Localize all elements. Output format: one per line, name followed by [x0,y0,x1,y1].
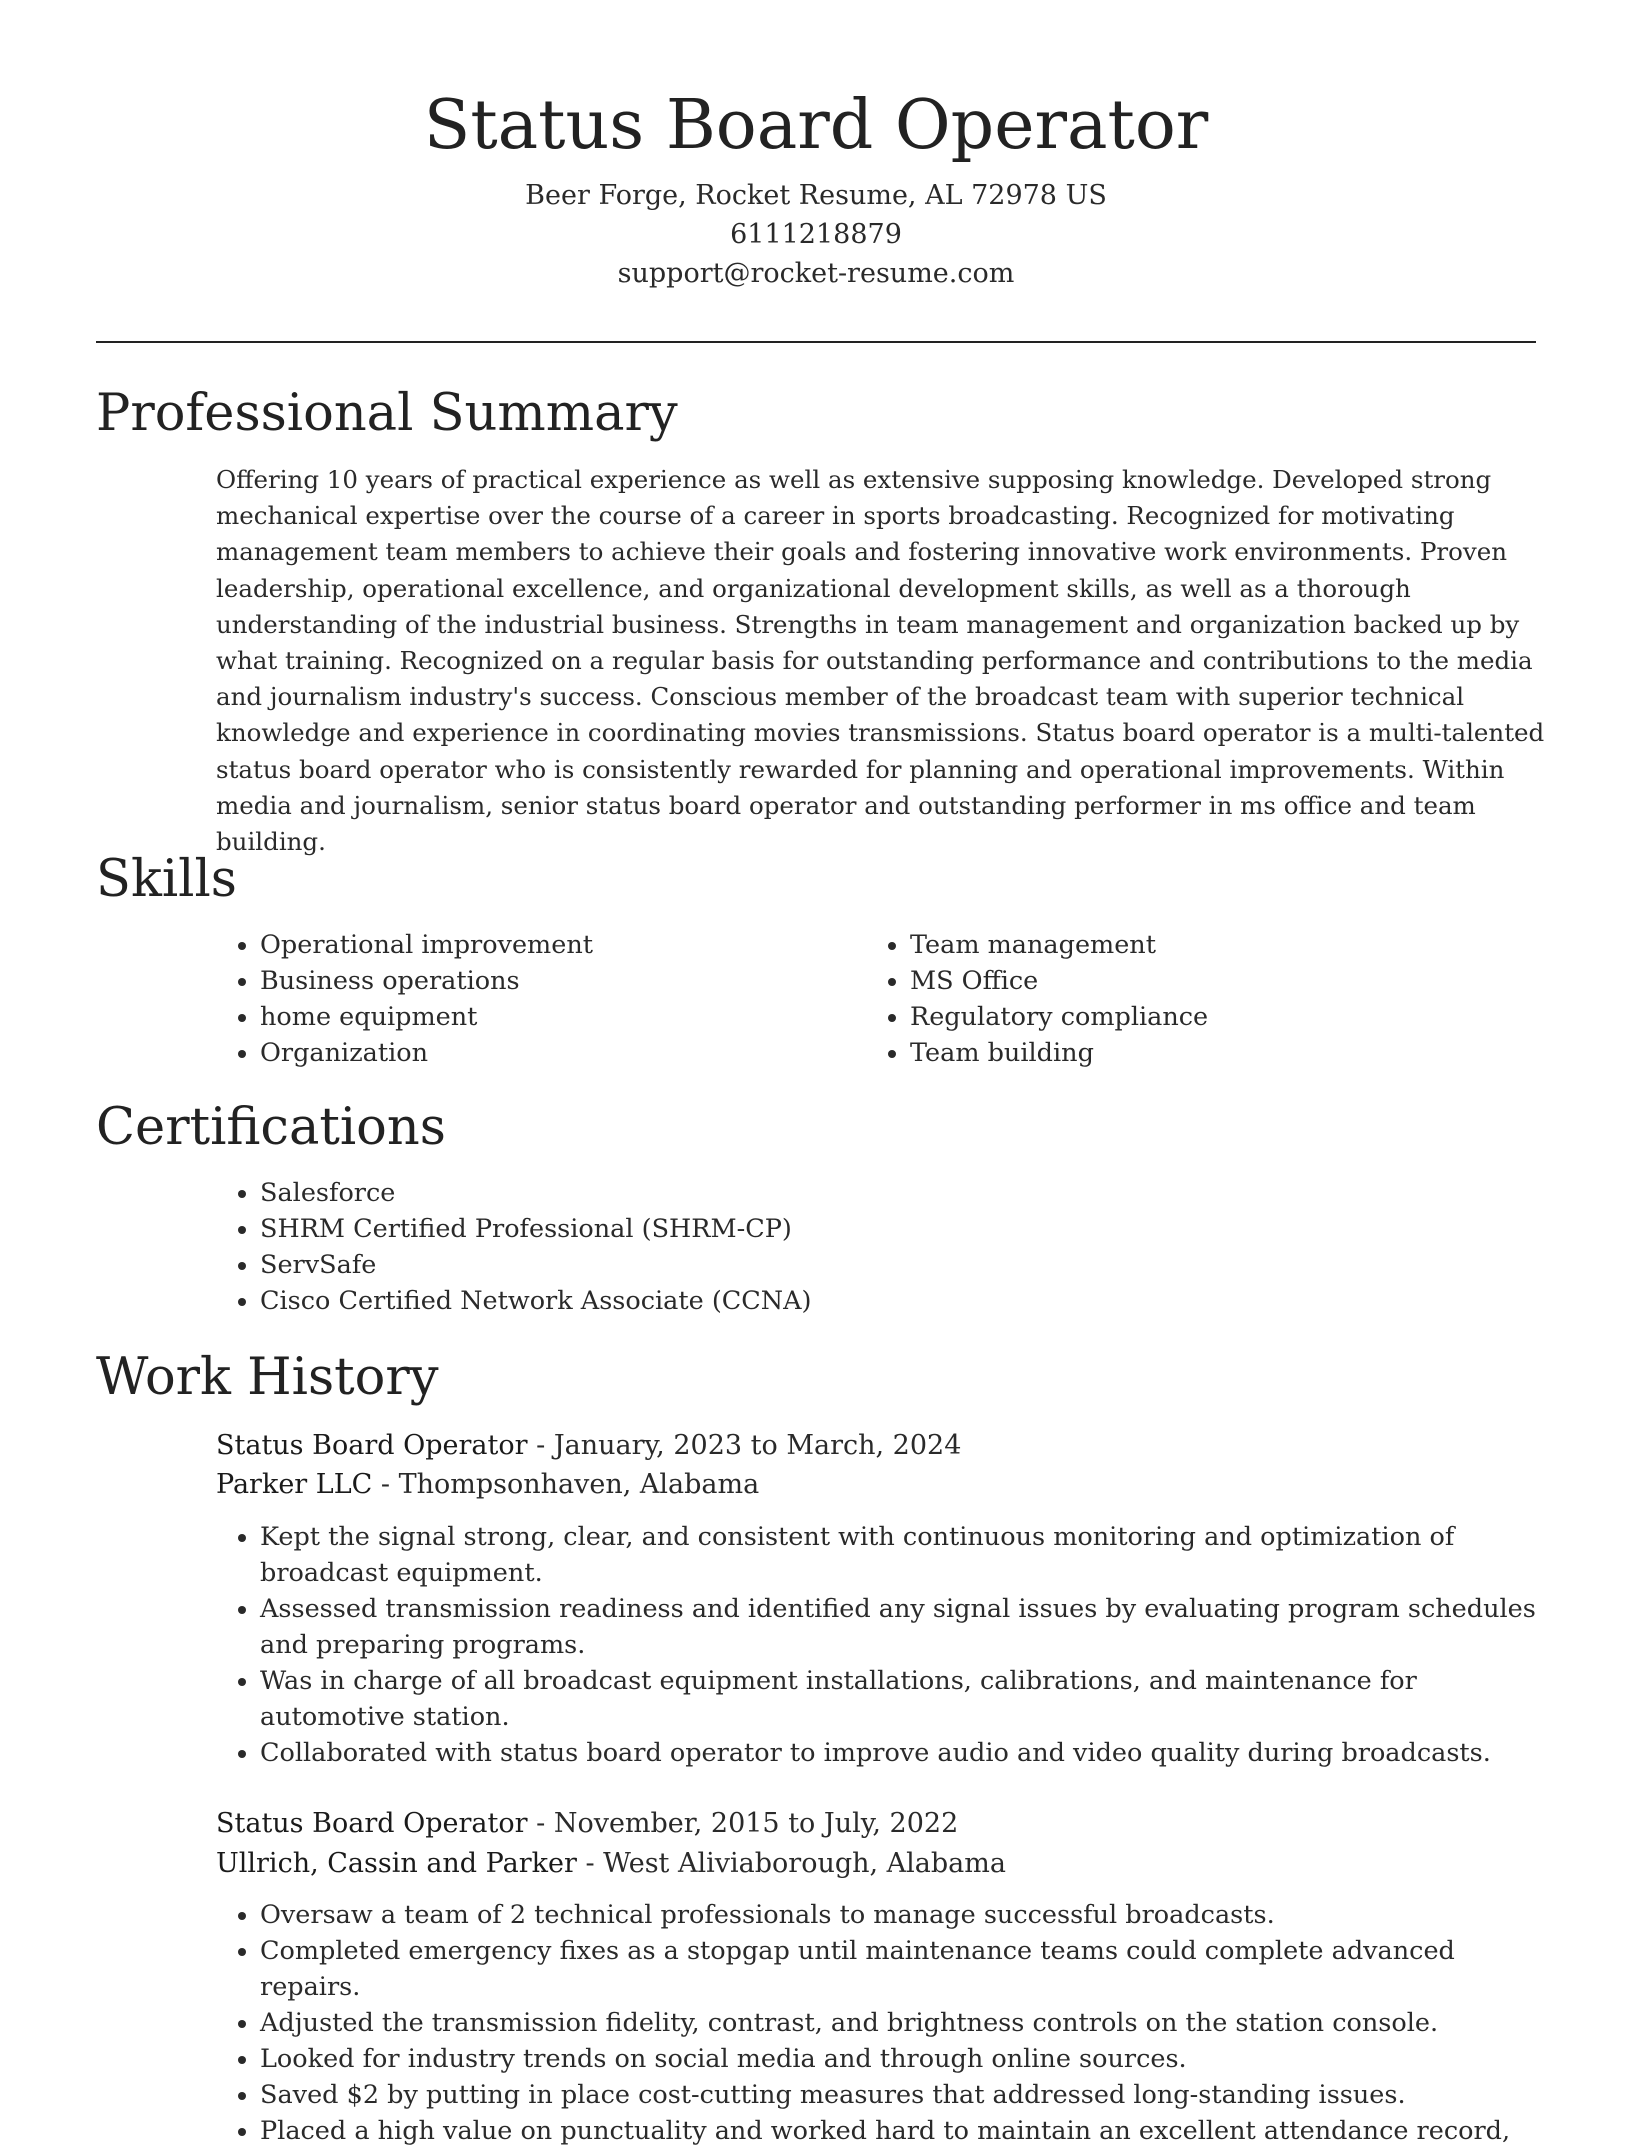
job-2-company-line [216,1845,1006,1883]
job-bullet: • Assessed transmission readiness and identified any signal issues by evaluating program schedules and preparing programs. [260,1591,1560,1663]
separator: - [527,1430,554,1461]
skill-item: • MS Office [910,963,1470,999]
job-bullet: • Collaborated with status board operator to improve audio and video quality during broadcasts. [260,1735,1560,1771]
separator: - [527,1808,554,1839]
job-bullet: • Kept the signal strong, clear, and consistent with continuous monitoring and optimization of broadcast equipment. [260,1519,1560,1591]
certification-item: • SHRM Certified Professional (SHRM-CP) [260,1211,1260,1247]
job-1-location: Thompsonhaven, Alabama [398,1469,760,1500]
separator: - [372,1469,399,1500]
summary-heading: Professional Summary [96,384,678,443]
job-2-company: Ullrich, Cassin and Parker [216,1848,577,1879]
job-1-bullets [216,1519,1560,1771]
certification-item: • Cisco Certified Network Associate (CCNA) [260,1283,1260,1319]
contact-email[interactable]: support@rocket-resume.com [617,258,1015,289]
skills-heading: Skills [96,850,237,909]
skill-item: • Team building [910,1035,1470,1071]
job-bullet: • Placed a high value on punctuality and worked hard to maintain an excellent attendance record, [260,2113,1560,2149]
job-bullet: • Was in charge of all broadcast equipment installations, calibrations, and maintenance for automotive station. [260,1663,1560,1735]
certifications-list [216,1175,1260,1319]
contact-address: Beer Forge, Rocket Resume, AL 72978 US [525,180,1107,211]
work-history-heading: Work History [96,1348,439,1407]
job-bullet: • Oversaw a team of 2 technical professionals to manage successful broadcasts. [260,1897,1560,1933]
certification-item: • ServSafe [260,1247,1260,1283]
summary-text: Offering 10 years of practical experience as well as extensive supposing knowledge. Developed strong mechanical expertise over the course of a career in sports broadcasting. Recognized for motivating management team members to achieve their goals and fostering innovative work environments. Proven leadership, operational excellence, and organizational development skills, as well as a thorough understanding of the industrial business. Strengths in team management and organization backed up by what training. Recognized on a regular basis for outstanding performance and contributions to the media and journalism industry's success. Conscious member of the broadcast team with superior technical knowledge and experience in coordinating movies transmissions. Status board operator is a multi-talented status board operator who is consistently rewarded for planning and operational improvements. Within media and journalism, senior status board operator and outstanding performer in ms office and team building. [216,465,1545,857]
job-bullet: • Looked for industry trends on social media and through online sources. [260,2041,1560,2077]
job-2-title: Status Board Operator [216,1808,528,1839]
job-bullet: • Completed emergency fixes as a stopgap until maintenance teams could complete advanced repairs. [260,1933,1560,2005]
skill-item: • home equipment [260,999,820,1035]
job-2-location: West Aliviaborough, Alabama [603,1848,1006,1879]
skills-list-right [866,927,1470,1071]
job-bullet: • Adjusted the transmission fidelity, contrast, and brightness controls on the station console. [260,2005,1560,2041]
separator: - [576,1848,604,1879]
candidate-name: Status Board Operator [423,86,1209,165]
skill-item: • Regulatory compliance [910,999,1470,1035]
certification-item: • Salesforce [260,1175,1260,1211]
skill-item: • Organization [260,1035,820,1071]
job-bullet: • Saved $2 by putting in place cost-cutting measures that addressed long-standing issues. [260,2077,1560,2113]
contact-phone: 6111218879 [730,219,902,250]
skills-list-left [216,927,820,1071]
job-1-company: Parker LLC [216,1469,373,1500]
job-1-dates: January, 2023 to March, 2024 [553,1430,962,1461]
certifications-heading: Certifications [96,1098,446,1157]
contact-block [0,176,1632,293]
resume-header [0,0,1632,293]
job-2-title-line [216,1805,958,1843]
skill-item: • Business operations [260,963,820,999]
job-1-company-line [216,1466,759,1504]
job-2-dates: November, 2015 to July, 2022 [553,1808,959,1839]
skill-item: • Operational improvement [260,927,820,963]
job-1-title-line [216,1427,961,1465]
job-2-bullets [216,1897,1560,2149]
job-1-title: Status Board Operator [216,1430,528,1461]
header-divider [96,341,1536,343]
skill-item: • Team management [910,927,1470,963]
